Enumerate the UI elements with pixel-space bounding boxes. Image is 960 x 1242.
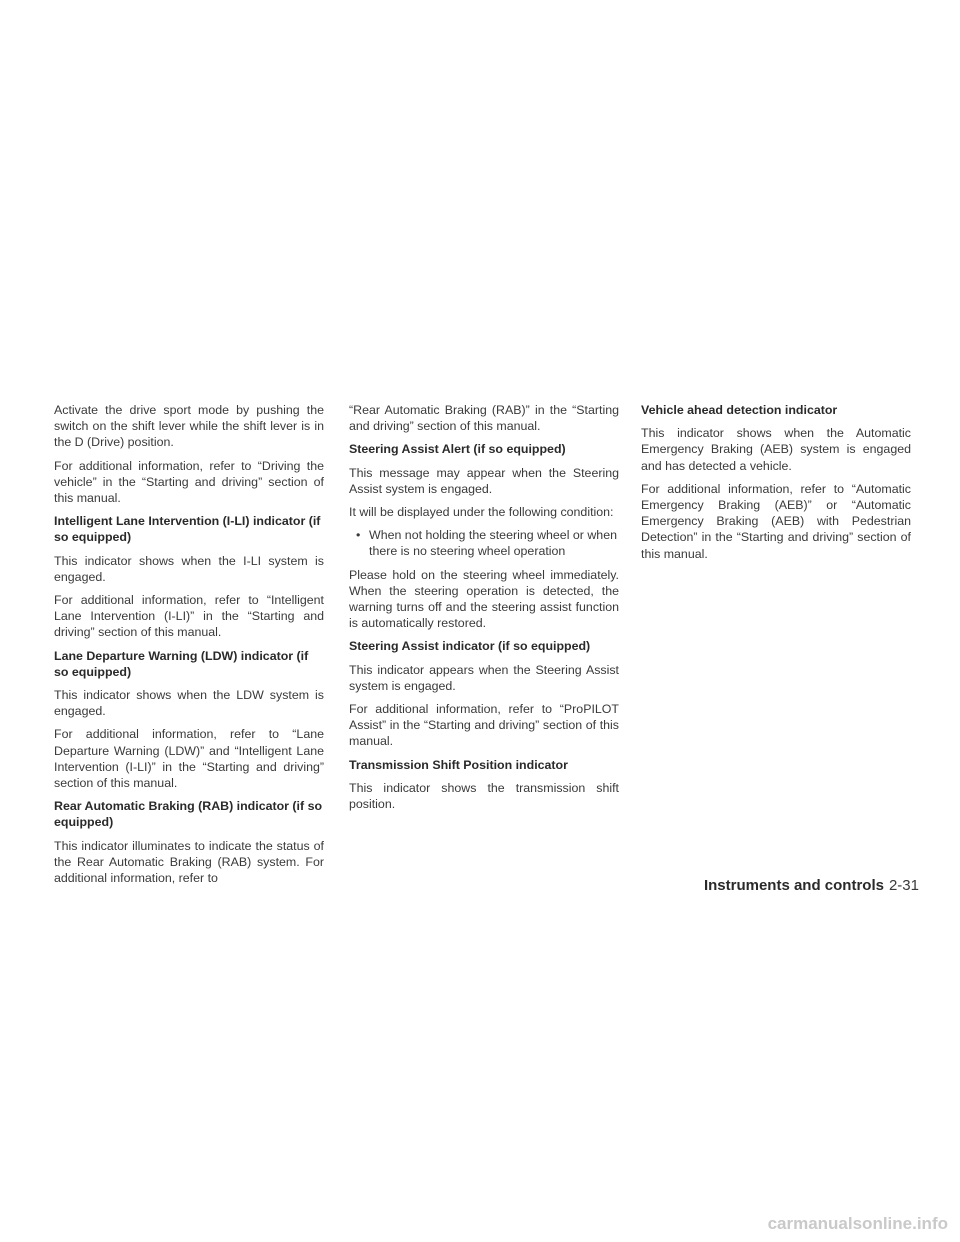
text-column-left	[54, 402, 324, 893]
paragraph: Please hold on the steering wheel immediately. When the steering operation is detected, the warning turns off and the steering assist function is automatically restored.	[349, 567, 619, 631]
text-column-middle	[349, 402, 619, 819]
bullet-list	[349, 527, 619, 559]
paragraph: “Rear Automatic Braking (RAB)” in the “Starting and driving” section of this manual.	[349, 403, 619, 434]
paragraph: It will be displayed under the following condition:	[349, 505, 614, 520]
paragraph: This indicator shows the transmission shift position.	[349, 780, 619, 812]
section-heading: Intelligent Lane Intervention (I-LI) indicator (if so equipped)	[54, 514, 321, 545]
section-heading: Steering Assist indicator (if so equipped)	[349, 639, 591, 654]
paragraph: This indicator illuminates to indicate the status of the Rear Automatic Braking (RAB) system. For additional information, refer to	[54, 838, 324, 886]
paragraph: This indicator shows when the Automatic Emergency Braking (AEB) system is engaged and has detected a vehicle.	[641, 426, 911, 473]
paragraph: For additional information, refer to “Intelligent Lane Intervention (I-LI)” in the “Starting and driving” section of this manual.	[54, 593, 324, 640]
section-heading: Lane Departure Warning (LDW) indicator (if so equipped)	[54, 648, 309, 679]
section-heading: Vehicle ahead detection indicator	[641, 403, 838, 417]
paragraph: Activate the drive sport mode by pushing the switch on the shift lever while the shift lever is in the D (Drive) position.	[54, 403, 324, 450]
text-column-right	[641, 402, 911, 569]
paragraph: For additional information, refer to “Automatic Emergency Braking (AEB)” or “Automatic Emergency Braking (AEB) with Pedestrian Detection” in the “Starting and driving” section of this manual.	[641, 481, 911, 561]
paragraph: For additional information, refer to “Lane Departure Warning (LDW)” and “Intelligent Lane Intervention (I-LI)” in the “Starting and driving” section of this manual.	[54, 727, 324, 791]
section-heading: Transmission Shift Position indicator	[349, 757, 568, 772]
paragraph: This indicator shows when the I-LI system is engaged.	[54, 553, 324, 584]
section-heading: Steering Assist Alert (if so equipped)	[349, 442, 566, 457]
list-item: • When not holding the steering wheel or when there is no steering wheel operation	[367, 527, 619, 559]
section-title: Instruments and controls	[703, 877, 884, 894]
paragraph: For additional information, refer to “ProPILOT Assist” in the “Starting and driving” section of this manual.	[349, 702, 619, 749]
page-footer	[704, 877, 919, 894]
section-heading: Rear Automatic Braking (RAB) indicator (if so equipped)	[54, 799, 323, 830]
paragraph: This indicator shows when the LDW system is engaged.	[54, 688, 324, 719]
page-number: 2-31	[888, 877, 919, 894]
paragraph: For additional information, refer to “Driving the vehicle” in the “Starting and driving” section of this manual.	[54, 458, 324, 506]
paragraph: This message may appear when the Steering Assist system is engaged.	[349, 465, 619, 496]
watermark: carmanualsonline.info	[767, 1214, 948, 1233]
paragraph: This indicator appears when the Steering Assist system is engaged.	[349, 662, 619, 693]
